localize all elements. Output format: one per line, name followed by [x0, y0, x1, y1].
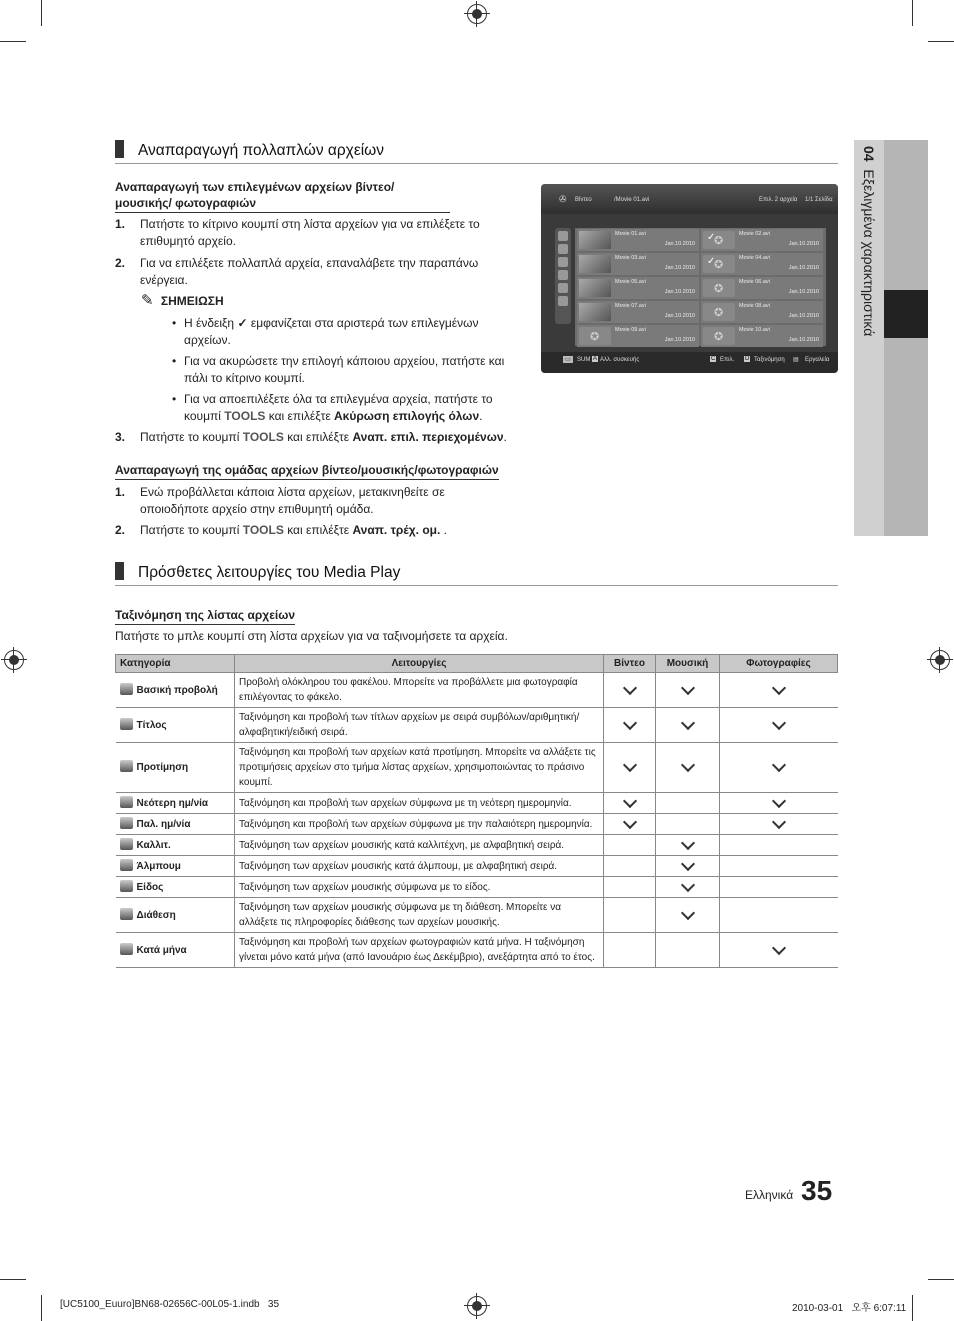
table-row: Τίτλος Ταξινόμηση και προβολή των τίτλων αρχείων με σειρά συμβόλων/αριθμητική/ αλφαβητική/ειδική σειρά. [116, 708, 838, 743]
check-icon [680, 715, 694, 729]
checkmark-icon: ✓ [237, 316, 248, 330]
file-item[interactable]: Movie 07.avi Jan.10.2010 [577, 301, 699, 323]
registration-mark [4, 650, 24, 670]
file-item[interactable]: ✪ Movie 10.avi Jan.10.2010 [701, 325, 823, 347]
check-icon [772, 680, 786, 694]
table-row: Καλλιτ. Ταξινόμηση των αρχείων μουσικής κατά καλλιτέχνη, με αλφαβητική σειρά. [116, 835, 838, 856]
artist-icon [120, 838, 133, 850]
calendar-icon [120, 817, 133, 829]
col-header: Λειτουργίες [235, 655, 604, 673]
col-header: Φωτογραφίες [720, 655, 838, 673]
check-icon [772, 715, 786, 729]
tab-marker [884, 290, 928, 338]
calendar-icon [120, 796, 133, 808]
registration-mark [930, 650, 950, 670]
sort-table [115, 654, 838, 968]
crop-mark [928, 1279, 954, 1280]
crop-mark [928, 41, 954, 42]
registration-mark [467, 4, 487, 24]
check-icon [622, 715, 636, 729]
bullet: • Για να ακυρώσετε την επιλογή κάποιου αρχείου, πατήστε και πάλι το κίτρινο κουμπί. [172, 354, 505, 385]
chapter-tab [854, 140, 928, 536]
step: 1. Πατήστε το κίτρινο κουμπί στη λίστα αρχείων για να επιλέξετε το επιθυμητό αρχείο. [115, 217, 480, 248]
check-icon [680, 680, 694, 694]
section-title: Αναπαραγωγή πολλαπλών αρχείων [115, 140, 838, 164]
check-icon [772, 793, 786, 807]
col-header: Βίντεο [604, 655, 656, 673]
check-icon [772, 940, 786, 954]
pencil-icon: ✎ [141, 292, 154, 309]
check-icon [680, 835, 694, 849]
table-row: Άλμπουμ Ταξινόμηση των αρχείων μουσικής κατά άλμπουμ, με αλφαβητική σειρά. [116, 856, 838, 877]
language-label: Ελληνικά [745, 1188, 794, 1202]
col-header: Κατηγορία [116, 655, 235, 673]
file-item[interactable]: ✪ ✓ Movie 02.avi Jan.10.2010 [701, 229, 823, 251]
file-item[interactable]: ✪ Movie 08.avi Jan.10.2010 [701, 301, 823, 323]
checkmark-icon: ✓ [707, 232, 716, 243]
check-icon [680, 905, 694, 919]
tools-icon: ▤ [793, 357, 799, 363]
crop-mark [41, 0, 42, 26]
crop-mark [912, 0, 913, 26]
file-item[interactable]: Movie 05.avi Jan.10.2010 [577, 277, 699, 299]
file-info: [UC5100_Euuro]BN68-02656C-00L05-1.indb 35 [60, 1299, 280, 1310]
bullet: • Η ένδειξη ✓ εμφανίζεται στα αριστερά των επιλεγμένων αρχείων. [172, 316, 479, 347]
table-row: Βασική προβολή Προβολή ολόκληρου του φακέλου. Μπορείτε να προβάλλετε μια φωτογραφία επιλέγοντας το φάκελο. [116, 673, 838, 708]
crop-mark [0, 1279, 26, 1280]
star-icon [120, 760, 133, 772]
folder-icon [120, 683, 133, 695]
bullet: • Για να αποεπιλέξετε όλα τα επιλεγμένα αρχεία, πατήστε το κουμπί TOOLS και επιλέξτε Ακύρωση επιλογής όλων. [172, 392, 493, 423]
table-row: Παλ. ημ/νία Ταξινόμηση και προβολή των αρχείων σύμφωνα με την παλαιότερη ημερομηνία. [116, 814, 838, 835]
file-item[interactable]: Movie 03.avi Jan.10.2010 [577, 253, 699, 275]
table-row: Είδος Ταξινόμηση των αρχείων μουσικής σύμφωνα με το είδος. [116, 877, 838, 898]
print-date: 2010-03-01 오후 6:07:11 [792, 1303, 907, 1314]
check-icon [680, 877, 694, 891]
tv-screen: ✇ Βίντεο /Movie 01.avi Επιλ. 2 αρχεία 1/1 Σελίδα Movie 01.avi Jan.10.2010 ✪ ✓ Movie 02.avi Jan.10.2010 Movie 03.avi Jan.10.2010 ✪ ✓ Movie 04.avi Jan.10.2010 Movie 05.avi Jan.10.2010 ✪ Movie 06.avi Jan.10.2010 Movie 07.avi Jan.10.2010 ✪ Movie 08.avi Jan.10.2010 ✪ Movie 09.avi Jan.10.2010 ✪ Movie 10.avi Jan.10.2010 ▭ SUM A Αλλ. συσκευής C Επιλ. D Ταξινόμηση ▤ Εργαλεία [541, 184, 838, 373]
step: 3. Πατήστε το κουμπί TOOLS και επιλέξτε Αναπ. επιλ. περιεχομένων. [115, 430, 507, 444]
table-row: Διάθεση Ταξινόμηση των αρχείων μουσικής σύμφωνα με τη διάθεση. Μπορείτε να αλλάξετε τις πληροφορίες διάθεσης των αρχείων μουσικής. [116, 898, 838, 933]
check-icon [622, 793, 636, 807]
subheading: Αναπαραγωγή των επιλεγμένων αρχείων βίντεο/μουσικής/ φωτογραφιών [115, 179, 450, 213]
tv-file-grid [575, 228, 826, 346]
file-item[interactable]: ✪ Movie 06.avi Jan.10.2010 [701, 277, 823, 299]
intro-text: Πατήστε το μπλε κουμπί στη λίστα αρχείων για να ταξινομήσετε τα αρχεία. [115, 629, 508, 643]
col-header: Μουσική [656, 655, 720, 673]
registration-mark [467, 1296, 487, 1316]
page-number: 35 [801, 1175, 833, 1206]
file-item[interactable]: ✪ ✓ Movie 04.avi Jan.10.2010 [701, 253, 823, 275]
checkmark-icon: ✓ [707, 256, 716, 267]
chapter-label: 04 Εξελιγμένα χαρακτηριστικά [861, 146, 877, 337]
title-icon [120, 718, 133, 730]
file-item[interactable]: Movie 01.avi Jan.10.2010 [577, 229, 699, 251]
mood-icon [120, 908, 133, 920]
album-icon [120, 859, 133, 871]
table-row: Κατά μήνα Ταξινόμηση και προβολή των αρχείων φωτογραφιών κατά μήνα. Η ταξινόμηση γίνεται μόνο κατά μήνα (από Ιανουάριο έως Δεκέμβριο), ανεξάρτητα από το έτος. [116, 933, 838, 968]
step: 1. Ενώ προβάλλεται κάποια λίστα αρχείων, μετακινηθείτε σε οποιοδήποτε αρχείο στην επιθυμητή ομάδα. [115, 485, 445, 516]
check-icon [622, 758, 636, 772]
section-title: Πρόσθετες λειτουργίες του Media Play [115, 562, 838, 586]
section-bar [115, 562, 124, 580]
note: ✎ ΣΗΜΕΙΩΣΗ [141, 292, 224, 309]
table-row: Νεότερη ημ/νία Ταξινόμηση και προβολή των αρχείων σύμφωνα με τη νεότερη ημερομηνία. [116, 793, 838, 814]
crop-mark [41, 1295, 42, 1321]
tv-sort-bar [555, 228, 571, 324]
check-icon [622, 814, 636, 828]
crop-mark [912, 1295, 913, 1321]
check-icon [772, 758, 786, 772]
tab-band [884, 140, 928, 536]
video-icon: ✇ [559, 194, 567, 204]
check-icon [680, 856, 694, 870]
usb-icon: ▭ [565, 357, 571, 363]
section-bar [115, 140, 124, 158]
genre-icon [120, 880, 133, 892]
subheading: Αναπαραγωγή της ομάδας αρχείων βίντεο/μουσικής/φωτογραφιών [115, 462, 499, 480]
check-icon [772, 814, 786, 828]
month-icon [120, 943, 133, 955]
step: 2. Πατήστε το κουμπί TOOLS και επιλέξτε Αναπ. τρέχ. ομ. . [115, 523, 448, 537]
step: 2. Για να επιλέξετε πολλαπλά αρχεία, επαναλάβετε την παραπάνω ενέργεια. [115, 256, 479, 287]
check-icon [622, 680, 636, 694]
crop-mark [0, 41, 26, 42]
subheading: Ταξινόμηση της λίστας αρχείων [115, 607, 295, 625]
check-icon [680, 758, 694, 772]
file-item[interactable]: ✪ Movie 09.avi Jan.10.2010 [577, 325, 699, 347]
table-row: Προτίμηση Ταξινόμηση και προβολή των αρχείων κατά προτίμηση. Μπορείτε να αλλάξετε τις προτιμήσεις αρχείων στο τμήμα λίστας αρχείων, χρησιμοποιώντας το πράσινο κουμπί. [116, 743, 838, 793]
